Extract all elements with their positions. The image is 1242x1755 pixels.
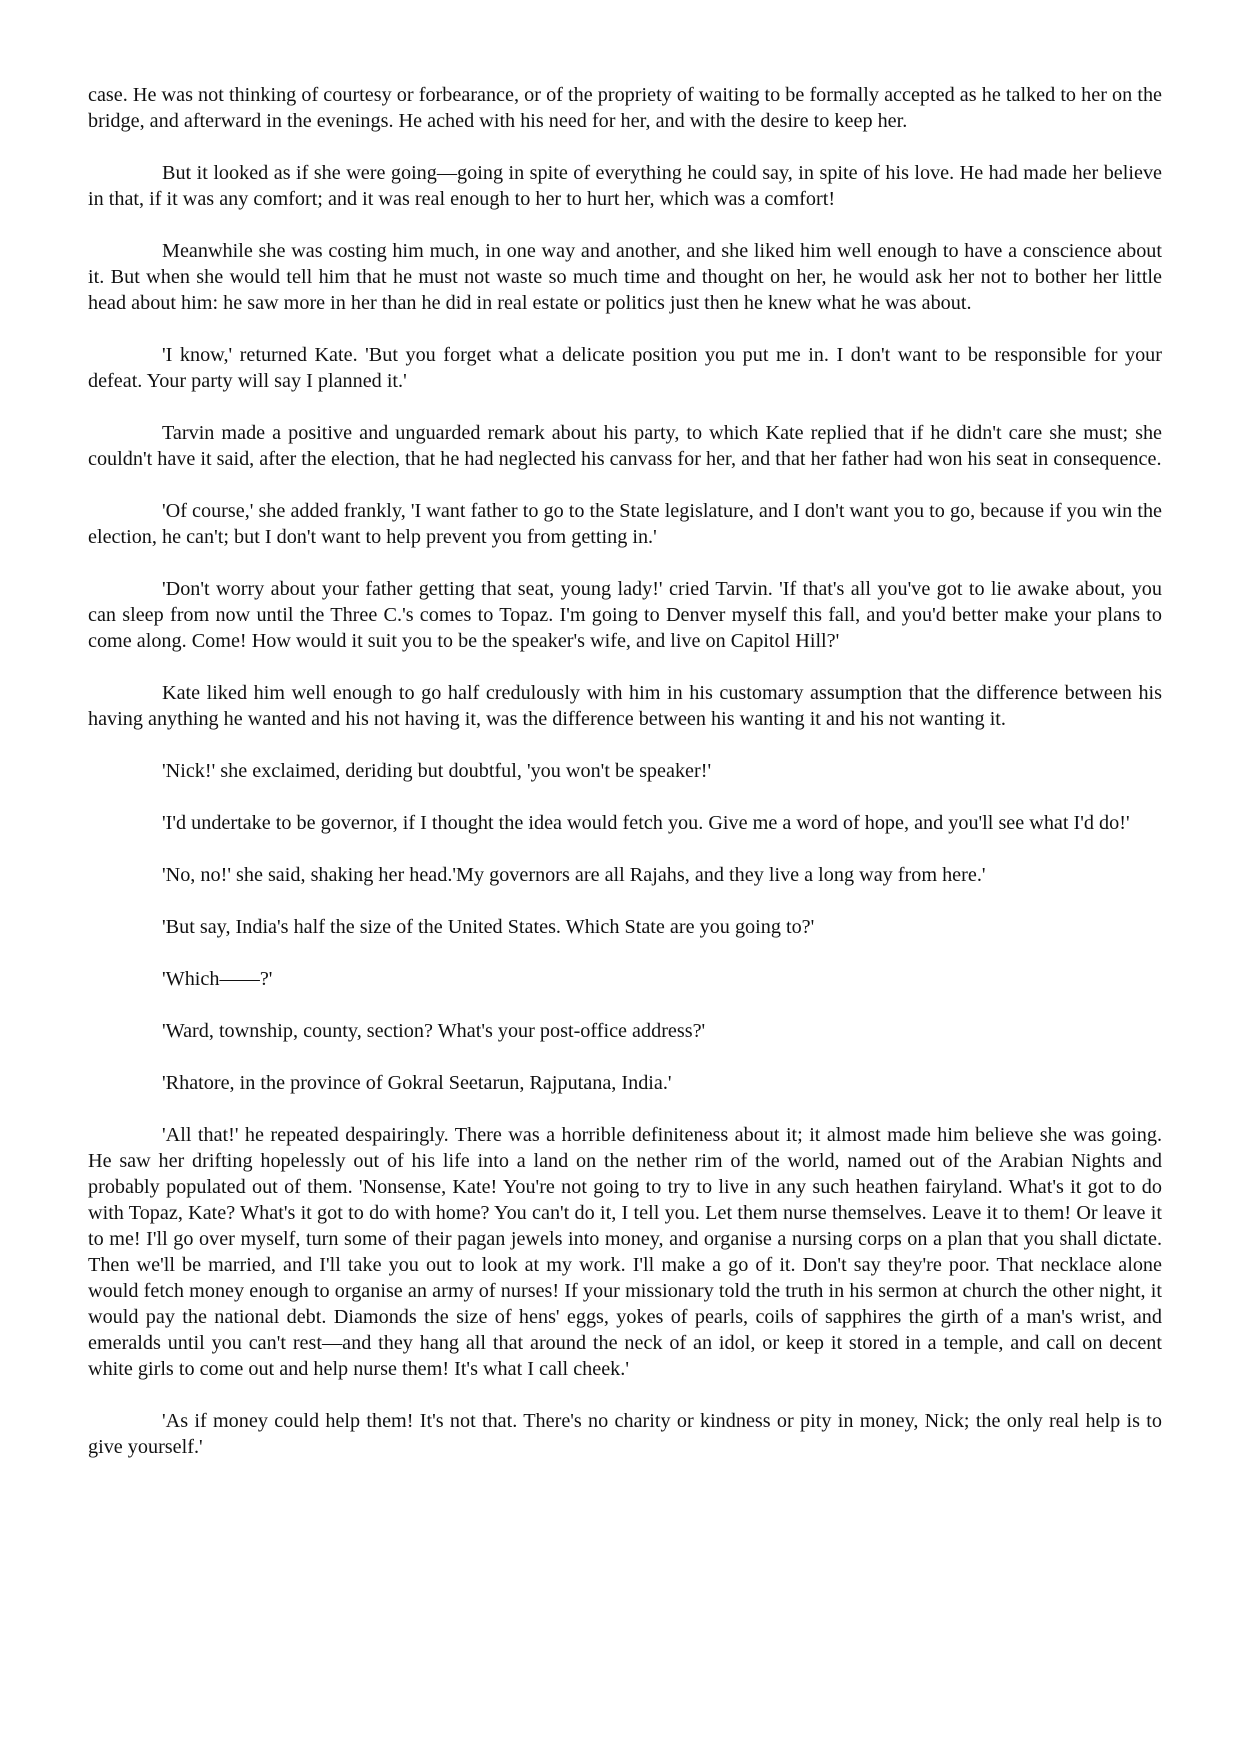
paragraph: case. He was not thinking of courtesy or forbearance, or of the propriety of waiting to be formally accepted as he talked to her on the bridge, and afterward in the evenings. He ached with his need for her, and with the desire to keep her. bbox=[88, 84, 1162, 132]
paragraph: 'Don't worry about your father getting that seat, young lady!' cried Tarvin. 'If that's all you've got to lie awake about, you can sleep from now until the Three C.'s comes to Topaz. I'm going to Denver myself this fall, and you'd better make your plans to come along. Come! How would it suit you to be the speaker's wife, and live on Capitol Hill?' bbox=[88, 578, 1162, 652]
paragraph: Meanwhile she was costing him much, in one way and another, and she liked him well enough to have a conscience about it. But when she would tell him that he must not waste so much time and thought on her, he would ask her not to bother her little head about him: he saw more in her than he did in real estate or politics just then he knew what he was about. bbox=[88, 240, 1162, 314]
paragraph: 'As if money could help them! It's not that. There's no charity or kindness or pity in money, Nick; the only real help is to give yourself.' bbox=[88, 1410, 1162, 1458]
paragraph: Tarvin made a positive and unguarded remark about his party, to which Kate replied that if he didn't care she must; she couldn't have it said, after the election, that he had neglected his canvass for her, and that her father had won his seat in consequence. bbox=[88, 422, 1162, 470]
paragraph: 'Of course,' she added frankly, 'I want father to go to the State legislature, and I don't want you to go, because if you win the election, he can't; but I don't want to help prevent you from getting in.' bbox=[88, 500, 1162, 548]
paragraph: 'Rhatore, in the province of Gokral Seetarun, Rajputana, India.' bbox=[162, 1072, 672, 1094]
paragraph: 'All that!' he repeated despairingly. There was a horrible definiteness about it; it almost made him believe she was going. He saw her drifting hopelessly out of his life into a land on the nether rim of the world, named out of the Arabian Nights and probably populated out of them. 'Nonsense, Kate! You're not going to try to live in any such heathen fairyland. What's it got to do with Topaz, Kate? What's it got to do with home? You can't do it, I tell you. Let them nurse themselves. Leave it to them! Or leave it to me! I'll go over myself, turn some of their pagan jewels into money, and organise a nursing corps on a plan that you shall dictate. Then we'll be married, and I'll take you out to look at my work. I'll make a go of it. Don't say they're poor. That necklace alone would fetch money enough to organise an army of nurses! If your missionary told the truth in his sermon at church the other night, it would pay the national debt. Diamonds the size of hens' eggs, yokes of pearls, coils of sapphires the girth of a man's wrist, and emeralds until you can't rest—and they hang all that around the neck of an idol, or keep it stored in a temple, and call on decent white girls to come out and help nurse them! It's what I call cheek.' bbox=[88, 1124, 1162, 1380]
paragraph: 'But say, India's half the size of the United States. Which State are you going to?' bbox=[162, 916, 815, 938]
paragraph: 'Nick!' she exclaimed, deriding but doubtful, 'you won't be speaker!' bbox=[162, 760, 712, 782]
paragraph: But it looked as if she were going—going in spite of everything he could say, in spite of his love. He had made her believe in that, if it was any comfort; and it was real enough to her to hurt her, which was a comfort! bbox=[88, 162, 1162, 210]
paragraph: 'I'd undertake to be governor, if I thought the idea would fetch you. Give me a word of hope, and you'll see what I'd do!' bbox=[162, 812, 1130, 834]
paragraph: Kate liked him well enough to go half credulously with him in his customary assumption that the difference between his having anything he wanted and his not having it, was the difference between his wanting it and his not wanting it. bbox=[88, 682, 1162, 730]
document-page bbox=[88, 82, 1162, 1486]
paragraph: 'No, no!' she said, shaking her head.'My governors are all Rajahs, and they live a long way from here.' bbox=[162, 864, 986, 886]
paragraph: 'Which——?' bbox=[162, 968, 273, 990]
paragraph: 'Ward, township, county, section? What's your post-office address?' bbox=[162, 1020, 706, 1042]
paragraph: 'I know,' returned Kate. 'But you forget what a delicate position you put me in. I don't want to be responsible for your defeat. Your party will say I planned it.' bbox=[88, 344, 1162, 392]
